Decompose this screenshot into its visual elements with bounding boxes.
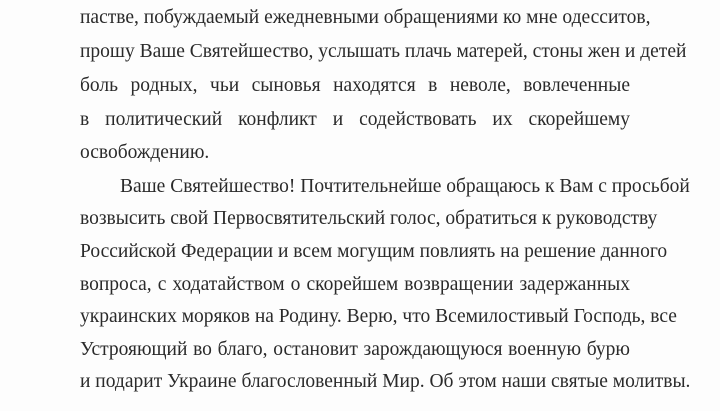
letter-line: возвысить свой Первосвятительский голос, обратиться к руководству xyxy=(80,208,658,229)
letter-line: боль родных, чьи сыновья находятся в неволе, вовлеченные xyxy=(80,75,630,96)
letter-line: пастве, побуждаемый ежедневными обращениями ко мне одесситов, xyxy=(80,7,651,28)
letter-line: Российской Федерации и всем могущим повлиять на решение данного xyxy=(80,241,668,262)
letter-line: освобождению. xyxy=(80,142,210,163)
letter-line: украинских моряков на Родину. Верю, что Всемилостивый Господь, все xyxy=(80,306,677,327)
letter-line: и подарит Украине благословенный Мир. Об этом наши святые молитвы. xyxy=(80,371,691,392)
paragraph-first-line: Ваше Святейшество! Почтительнейше обращаюсь к Вам с просьбой xyxy=(120,176,690,197)
letter-line: в политический конфликт и содействовать их скорейшему xyxy=(80,109,630,130)
letter-line: прошу Ваше Святейшество, услышать плачь матерей, стоны жен и детей xyxy=(80,41,687,62)
letter-line: Устрояющий во благо, остановит зарождающуюся военную бурю xyxy=(80,339,630,360)
letter-line: вопроса, с ходатайством о скорейшем возвращении задержанных xyxy=(80,274,630,295)
